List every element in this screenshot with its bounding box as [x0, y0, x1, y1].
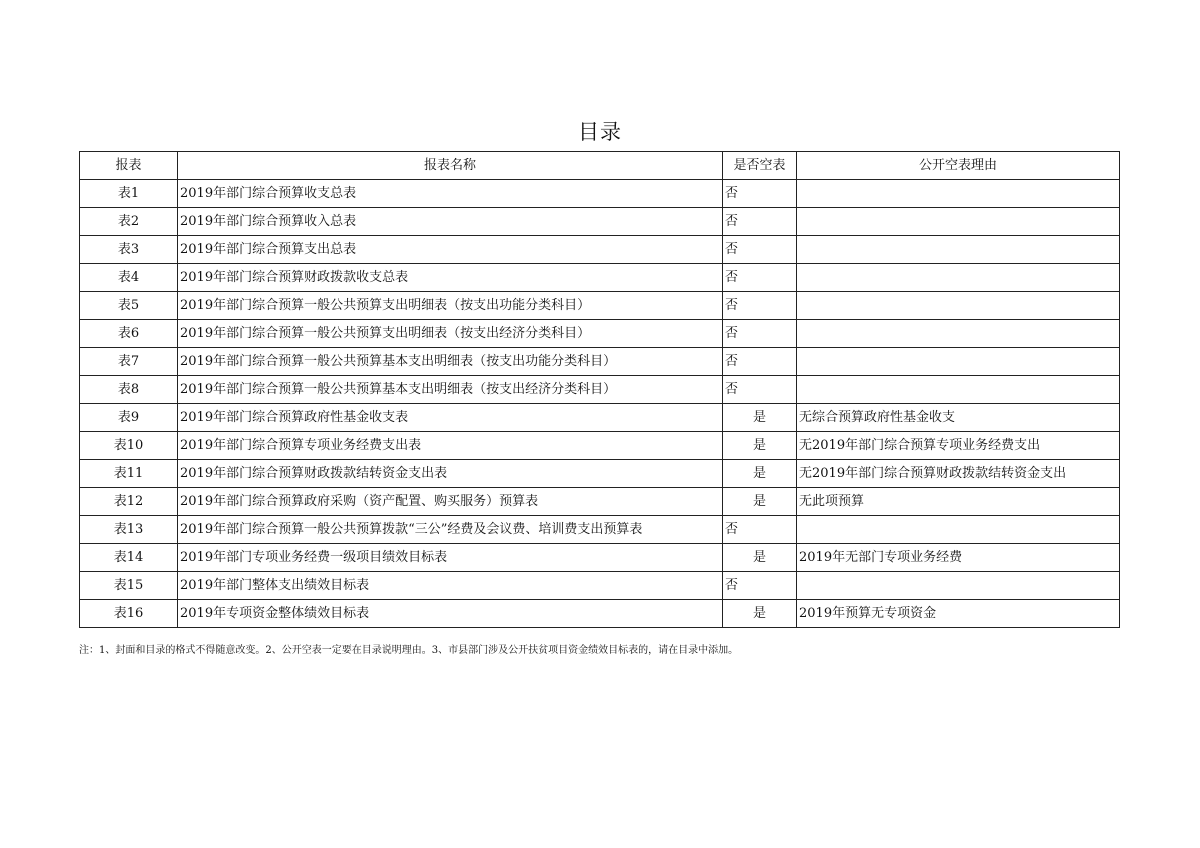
report-id-cell: 表3	[80, 236, 178, 264]
empty-reason-cell	[797, 264, 1120, 292]
report-name-cell: 2019年部门综合预算政府性基金收支表	[178, 404, 723, 432]
empty-reason-cell: 无此项预算	[797, 488, 1120, 516]
report-id-cell: 表6	[80, 320, 178, 348]
is-empty-cell: 是	[723, 600, 797, 628]
report-name-cell: 2019年部门综合预算收支总表	[178, 180, 723, 208]
empty-reason-cell	[797, 516, 1120, 544]
report-name-cell: 2019年部门综合预算财政拨款结转资金支出表	[178, 460, 723, 488]
empty-reason-cell: 2019年预算无专项资金	[797, 600, 1120, 628]
page-title: 目录	[578, 120, 622, 144]
empty-reason-cell	[797, 572, 1120, 600]
is-empty-cell: 是	[723, 544, 797, 572]
is-empty-cell: 是	[723, 460, 797, 488]
table-row	[80, 572, 1120, 600]
table-row	[80, 292, 1120, 320]
empty-reason-cell	[797, 236, 1120, 264]
is-empty-cell: 是	[723, 488, 797, 516]
report-id-cell: 表14	[80, 544, 178, 572]
empty-reason-cell	[797, 292, 1120, 320]
table-row	[80, 236, 1120, 264]
table-header-row	[80, 152, 1120, 180]
report-name-cell: 2019年部门综合预算一般公共预算基本支出明细表（按支出功能分类科目）	[178, 348, 723, 376]
is-empty-cell: 否	[723, 292, 797, 320]
report-index-table	[79, 151, 1120, 628]
table-row	[80, 376, 1120, 404]
report-id-cell: 表7	[80, 348, 178, 376]
empty-reason-cell: 无2019年部门综合预算财政拨款结转资金支出	[797, 460, 1120, 488]
empty-reason-cell	[797, 208, 1120, 236]
table-row	[80, 208, 1120, 236]
report-name-cell: 2019年部门专项业务经费一级项目绩效目标表	[178, 544, 723, 572]
is-empty-cell: 是	[723, 404, 797, 432]
report-name-cell: 2019年部门综合预算专项业务经费支出表	[178, 432, 723, 460]
empty-reason-cell	[797, 376, 1120, 404]
report-name-cell: 2019年部门综合预算一般公共预算拨款“三公”经费及会议费、培训费支出预算表	[178, 516, 723, 544]
report-name-cell: 2019年部门综合预算财政拨款收支总表	[178, 264, 723, 292]
header-report-id: 报表	[80, 152, 178, 180]
report-name-cell: 2019年部门综合预算一般公共预算支出明细表（按支出功能分类科目）	[178, 292, 723, 320]
table-row	[80, 488, 1120, 516]
report-id-cell: 表8	[80, 376, 178, 404]
table-row	[80, 404, 1120, 432]
header-report-name: 报表名称	[178, 152, 723, 180]
report-id-cell: 表1	[80, 180, 178, 208]
is-empty-cell: 否	[723, 236, 797, 264]
is-empty-cell: 否	[723, 264, 797, 292]
table-body	[80, 180, 1120, 628]
is-empty-cell: 否	[723, 180, 797, 208]
table-row	[80, 320, 1120, 348]
is-empty-cell: 否	[723, 516, 797, 544]
report-id-cell: 表11	[80, 460, 178, 488]
is-empty-cell: 是	[723, 432, 797, 460]
header-is-empty: 是否空表	[723, 152, 797, 180]
report-name-cell: 2019年部门综合预算收入总表	[178, 208, 723, 236]
table-row	[80, 544, 1120, 572]
table-row	[80, 180, 1120, 208]
report-id-cell: 表5	[80, 292, 178, 320]
report-name-cell: 2019年部门综合预算政府采购（资产配置、购买服务）预算表	[178, 488, 723, 516]
report-name-cell: 2019年部门综合预算支出总表	[178, 236, 723, 264]
report-id-cell: 表4	[80, 264, 178, 292]
report-id-cell: 表16	[80, 600, 178, 628]
report-id-cell: 表2	[80, 208, 178, 236]
report-id-cell: 表10	[80, 432, 178, 460]
table-row	[80, 600, 1120, 628]
table-row	[80, 460, 1120, 488]
report-id-cell: 表12	[80, 488, 178, 516]
header-empty-reason: 公开空表理由	[797, 152, 1120, 180]
empty-reason-cell	[797, 180, 1120, 208]
table-row	[80, 432, 1120, 460]
is-empty-cell: 否	[723, 376, 797, 404]
report-name-cell: 2019年专项资金整体绩效目标表	[178, 600, 723, 628]
is-empty-cell: 否	[723, 348, 797, 376]
report-id-cell: 表9	[80, 404, 178, 432]
report-name-cell: 2019年部门综合预算一般公共预算基本支出明细表（按支出经济分类科目）	[178, 376, 723, 404]
report-name-cell: 2019年部门整体支出绩效目标表	[178, 572, 723, 600]
empty-reason-cell	[797, 320, 1120, 348]
report-id-cell: 表15	[80, 572, 178, 600]
is-empty-cell: 否	[723, 320, 797, 348]
table-row	[80, 264, 1120, 292]
report-name-cell: 2019年部门综合预算一般公共预算支出明细表（按支出经济分类科目）	[178, 320, 723, 348]
empty-reason-cell: 2019年无部门专项业务经费	[797, 544, 1120, 572]
is-empty-cell: 否	[723, 572, 797, 600]
empty-reason-cell: 无2019年部门综合预算专项业务经费支出	[797, 432, 1120, 460]
empty-reason-cell: 无综合预算政府性基金收支	[797, 404, 1120, 432]
table-row	[80, 348, 1120, 376]
report-id-cell: 表13	[80, 516, 178, 544]
footnote: 注：1、封面和目录的格式不得随意改变。2、公开空表一定要在目录说明理由。3、市县部门涉及公开扶贫项目资金绩效目标表的，请在目录中添加。	[79, 645, 739, 656]
table-row	[80, 516, 1120, 544]
is-empty-cell: 否	[723, 208, 797, 236]
empty-reason-cell	[797, 348, 1120, 376]
